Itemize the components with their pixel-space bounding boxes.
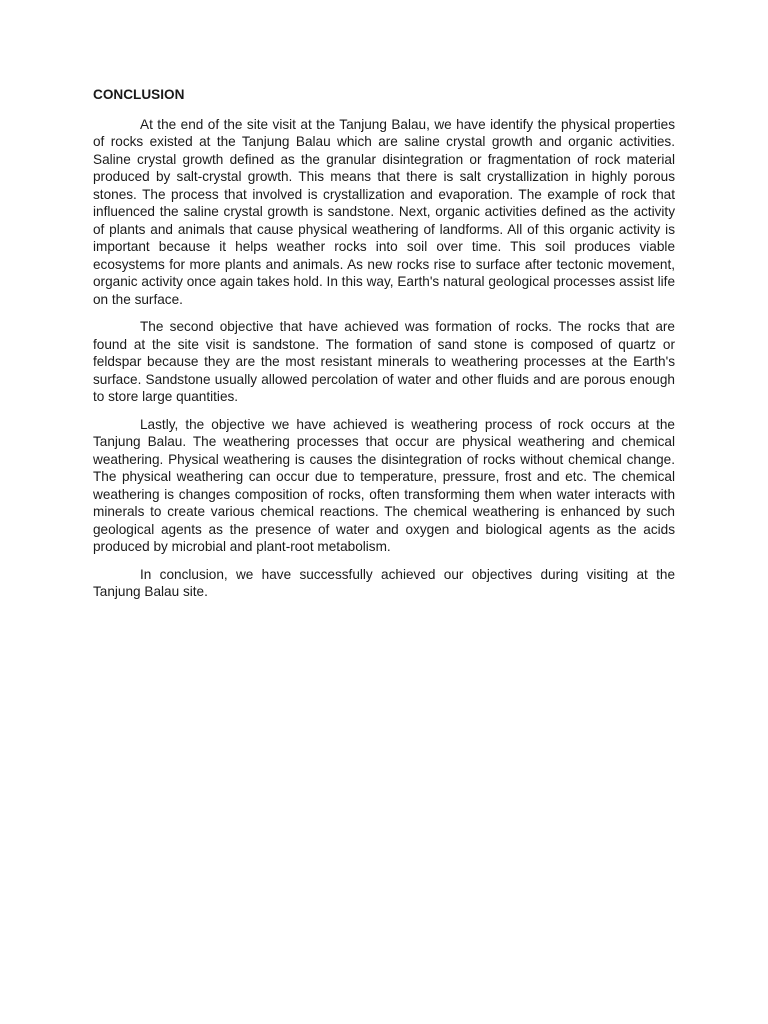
paragraph-final-conclusion: In conclusion, we have successfully achieved our objectives during visiting at the Tanjung Balau site. bbox=[93, 566, 675, 599]
paragraph-formation-of-rocks: The second objective that have achieved was formation of rocks. The rocks that are found at the site visit is sandstone. The formation of sand stone is composed of quartz or feldspar because they are the most resistant minerals to weathering processes at the Earth's surface. Sandstone usually allowed percolation of water and other fluids and are porous enough to store large quantities. bbox=[93, 319, 675, 404]
section-heading: CONCLUSION bbox=[93, 87, 185, 102]
paragraph-physical-properties: At the end of the site visit at the Tanjung Balau, we have identify the physical properties of rocks existed at the Tanjung Balau which are saline crystal growth and organic activities. Saline crystal growth defined as the granular disintegration or fragmentation of rock material produced by salt-crystal growth. This means that there is salt crystallization in highly porous stones. The process that involved is crystallization and evaporation. The example of rock that influenced the saline crystal growth is sandstone. Next, organic activities defined as the activity of plants and animals that cause physical weathering of landforms. All of this organic activity is important because it helps weather rocks into soil over time. This soil produces viable ecosystems for more plants and animals. As new rocks rise to surface after tectonic movement, organic activity once again takes hold. In this way, Earth's natural geological processes assist life on the surface. bbox=[93, 116, 675, 307]
document-body bbox=[93, 86, 675, 611]
paragraph-weathering-process: Lastly, the objective we have achieved is weathering process of rock occurs at the Tanjung Balau. The weathering processes that occur are physical weathering and chemical weathering. Physical weathering is causes the disintegration of rocks without chemical change. The physical weathering can occur due to temperature, pressure, frost and etc. The chemical weathering is changes composition of rocks, often transforming them when water interacts with minerals to create various chemical reactions. The chemical weathering is enhanced by such geological agents as the presence of water and oxygen and biological agents as the acids produced by microbial and plant-root metabolism. bbox=[93, 416, 675, 554]
